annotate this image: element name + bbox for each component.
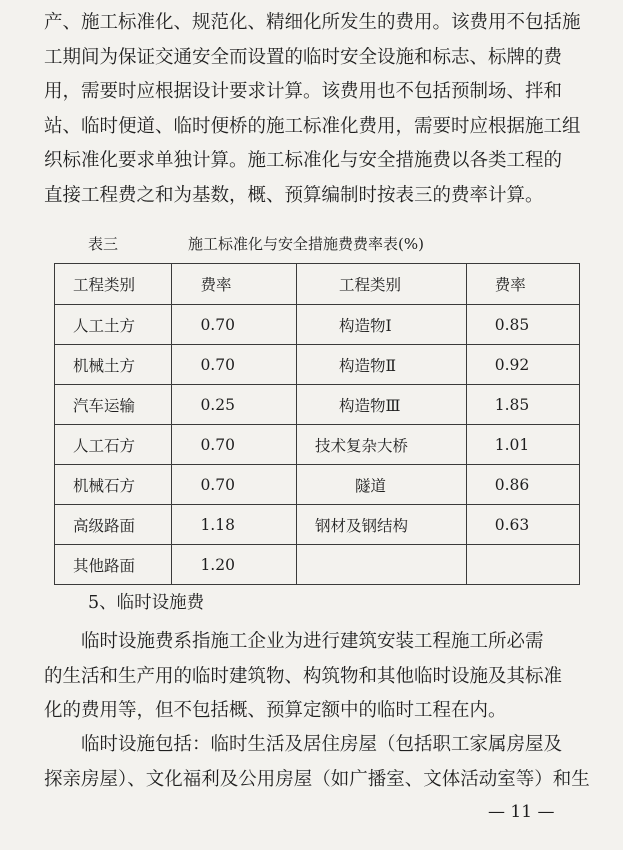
category-cell: 人工土方 [55, 305, 172, 345]
rate-cell: 0.70 [172, 465, 297, 505]
rate-table [54, 263, 580, 585]
paragraph-line: 工期间为保证交通安全而设置的临时安全设施和标志、标牌的费 [44, 46, 563, 68]
rate-cell: 0.92 [466, 345, 579, 385]
category-cell: 机械土方 [55, 345, 172, 385]
category-cell: 高级路面 [55, 505, 172, 545]
paragraph-line: 产、施工标准化、规范化、精细化所发生的费用。该费用不包括施 [44, 12, 581, 33]
category-cell: 构造物Ⅰ [297, 305, 467, 345]
category-cell: 汽车运输 [55, 385, 172, 425]
header-rate-1: 费率 [172, 264, 297, 305]
facilities-include-paragraph [44, 728, 596, 797]
paragraph-line: 的生活和生产用的临时建筑物、构筑物和其他临时设施及其标准 [44, 665, 563, 687]
rate-cell: 1.18 [172, 505, 297, 545]
paragraph-line: 临时设施包括：临时生活及居住房屋（包括职工家属房屋及 [44, 734, 563, 755]
paragraph-line: 探亲房屋）、文化福利及公用房屋（如广播室、文体活动室等）和生 [44, 768, 590, 790]
rate-cell: 0.25 [172, 385, 297, 425]
rate-cell: 1.01 [466, 425, 579, 465]
table-header-row [55, 264, 580, 305]
header-category-1: 工程类别 [55, 264, 172, 305]
category-cell [297, 545, 467, 585]
section-heading: 5、临时设施费 [88, 593, 205, 613]
table-row [55, 385, 580, 425]
rate-cell: 0.86 [466, 465, 579, 505]
header-rate-2: 费率 [466, 264, 579, 305]
category-cell: 隧道 [297, 465, 467, 505]
category-cell: 其他路面 [55, 545, 172, 585]
category-cell: 钢材及钢结构 [297, 505, 467, 545]
header-category-2: 工程类别 [297, 264, 467, 305]
paragraph-line: 织标准化要求单独计算。施工标准化与安全措施费以各类工程的 [44, 150, 563, 171]
rate-cell [466, 545, 579, 585]
category-cell: 构造物Ⅱ [297, 345, 467, 385]
rate-cell: 1.85 [466, 385, 579, 425]
table-row [55, 345, 580, 385]
table-row [55, 505, 580, 545]
temporary-facilities-paragraph [44, 625, 596, 729]
rate-cell: 0.63 [466, 505, 579, 545]
table-row [55, 425, 580, 465]
table-row [55, 305, 580, 345]
paragraph-line: 站、临时便道、临时便桥的施工标准化费用，需要时应根据施工组 [44, 115, 581, 137]
table-title: 施工标准化与安全措施费费率表(%) [188, 235, 424, 253]
intro-paragraph [44, 6, 596, 213]
paragraph-line: 直接工程费之和为基数，概、预算编制时按表三的费率计算。 [44, 184, 544, 206]
paragraph-line: 用，需要时应根据设计要求计算。该费用也不包括预制场、拌和 [44, 81, 563, 102]
table-caption [88, 231, 558, 257]
rate-cell: 0.70 [172, 305, 297, 345]
table-number: 表三 [88, 235, 119, 253]
paragraph-line: 化的费用等，但不包括概、预算定额中的临时工程在内。 [44, 700, 507, 721]
table-row [55, 465, 580, 505]
category-cell: 机械石方 [55, 465, 172, 505]
category-cell: 人工石方 [55, 425, 172, 465]
page-number: — 11 — [488, 802, 555, 822]
category-cell: 构造物Ⅲ [297, 385, 467, 425]
rate-cell: 1.20 [172, 545, 297, 585]
category-cell: 技术复杂大桥 [297, 425, 467, 465]
paragraph-line: 临时设施费系指施工企业为进行建筑安装工程施工所必需 [44, 631, 544, 652]
rate-cell: 0.70 [172, 345, 297, 385]
table-row [55, 545, 580, 585]
rate-cell: 0.70 [172, 425, 297, 465]
rate-cell: 0.85 [466, 305, 579, 345]
